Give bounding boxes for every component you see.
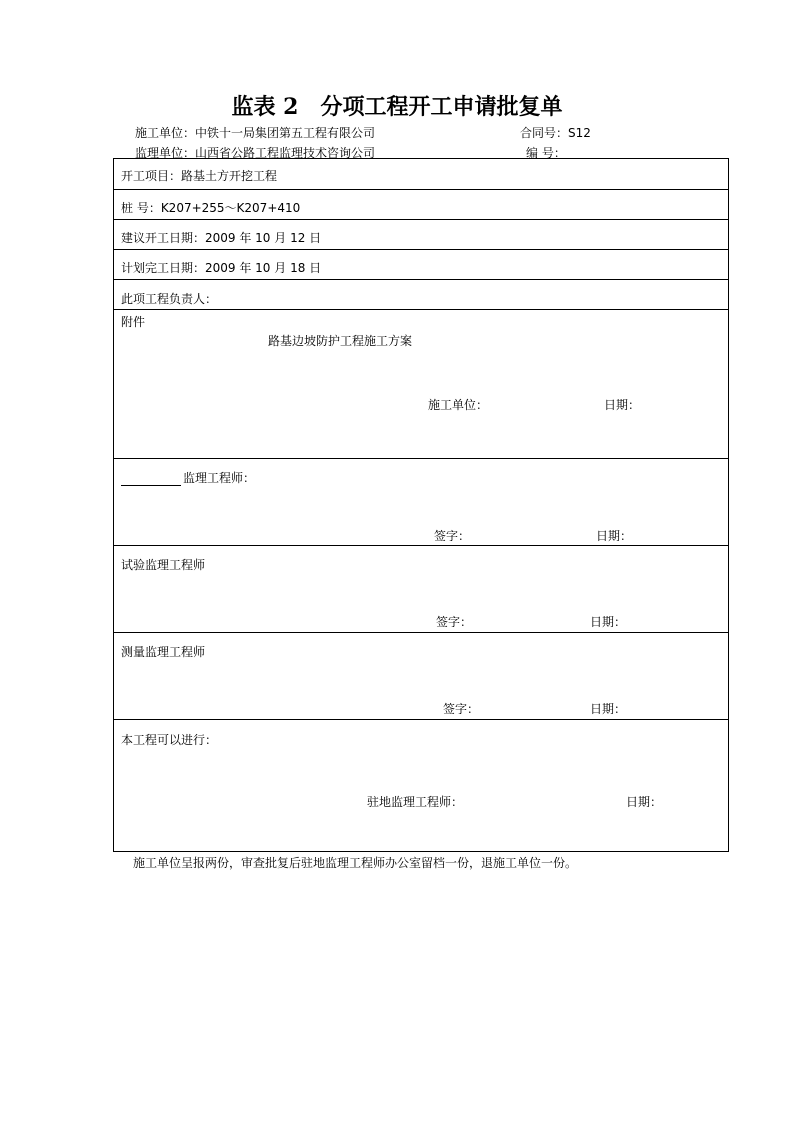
attachment-label: 附件 bbox=[121, 315, 146, 329]
document-number: 编 号： bbox=[526, 146, 566, 160]
project-label: 开工项目：路基土方开挖工程 bbox=[121, 169, 278, 183]
proposed-start-label: 建议开工日期：2009 年 10 月 12 日 bbox=[121, 231, 322, 245]
engineer-date-label: 日期： bbox=[596, 529, 633, 543]
attachment-date-label: 日期： bbox=[604, 398, 641, 412]
approval-section bbox=[114, 719, 728, 851]
engineer-section bbox=[114, 458, 728, 545]
person-in-charge-row bbox=[114, 279, 728, 309]
engineer-sign-label: 签字： bbox=[434, 529, 471, 543]
attachment-section bbox=[114, 309, 728, 458]
planned-finish-label: 计划完工日期：2009 年 10 月 18 日 bbox=[121, 261, 322, 275]
page-title: 监表 2 分项工程开工申请批复单 bbox=[231, 94, 563, 120]
station-row bbox=[114, 189, 728, 219]
engineer-label-group bbox=[121, 469, 255, 486]
person-in-charge-label: 此项工程负责人： bbox=[121, 292, 218, 306]
attachment-content: 路基边坡防护工程施工方案 bbox=[268, 334, 413, 348]
footnote: 施工单位呈报两份，审查批复后驻地监理工程师办公室留档一份，退施工单位一份。 bbox=[133, 856, 578, 870]
approval-date-label: 日期： bbox=[626, 795, 663, 809]
project-row bbox=[114, 159, 728, 189]
supervisor-info: 监理单位：山西省公路工程监理技术咨询公司 bbox=[135, 146, 376, 160]
engineer-type-blank[interactable] bbox=[121, 473, 181, 486]
approval-label: 本工程可以进行： bbox=[121, 733, 218, 747]
test-engineer-date-label: 日期： bbox=[590, 615, 627, 629]
construction-unit-label: 施工单位： bbox=[428, 398, 489, 412]
contract-number: 合同号：S12 bbox=[520, 126, 591, 140]
application-form bbox=[113, 158, 729, 852]
station-label: 桩 号：K207+255～K207+410 bbox=[121, 201, 301, 215]
survey-engineer-section bbox=[114, 632, 728, 719]
test-engineer-label: 试验监理工程师 bbox=[121, 558, 206, 572]
survey-engineer-label: 测量监理工程师 bbox=[121, 645, 206, 659]
contractor-info: 施工单位：中铁十一局集团第五工程有限公司 bbox=[135, 126, 376, 140]
survey-engineer-date-label: 日期： bbox=[590, 702, 627, 716]
proposed-start-row bbox=[114, 219, 728, 249]
planned-finish-row bbox=[114, 249, 728, 279]
engineer-label: 监理工程师： bbox=[183, 471, 256, 485]
survey-engineer-sign-label: 签字： bbox=[443, 702, 480, 716]
test-engineer-section bbox=[114, 545, 728, 632]
resident-engineer-label: 驻地监理工程师： bbox=[367, 795, 464, 809]
test-engineer-sign-label: 签字： bbox=[436, 615, 473, 629]
